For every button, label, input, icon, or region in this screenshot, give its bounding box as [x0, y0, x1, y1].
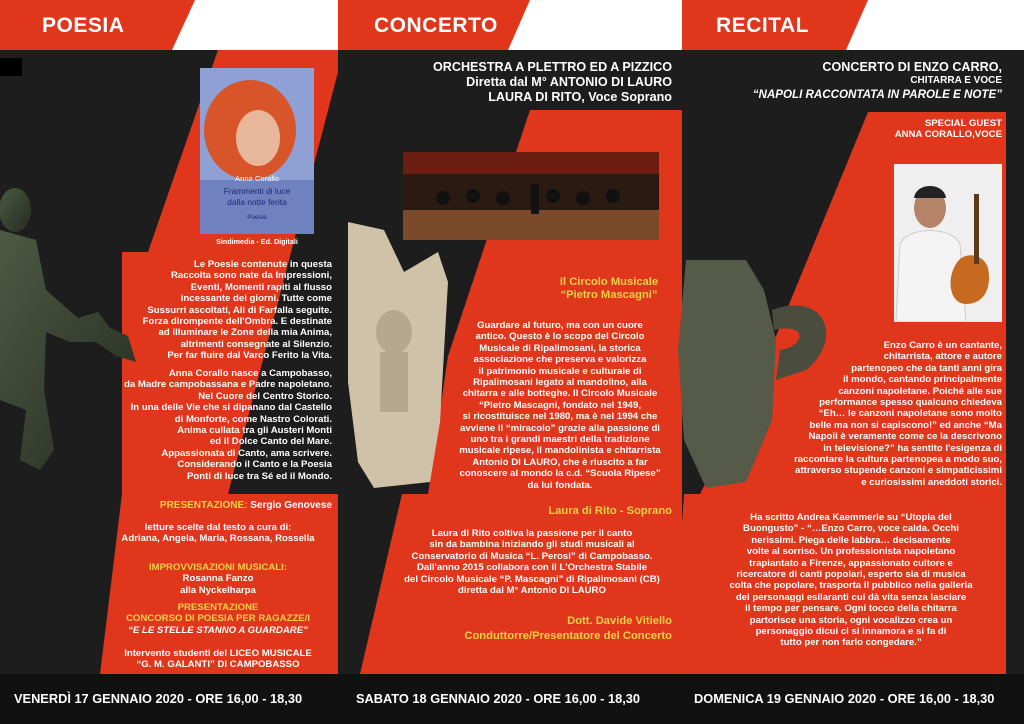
text-line: Ha scritto Andrea Kaemmerle su “Utopia del	[750, 512, 952, 523]
text-line: raccontare la cultura partenopea a modo suo,	[794, 454, 1002, 466]
text-line: Ripalimosani legato al mandolino, alla	[473, 377, 647, 389]
improvvisazioni-block	[100, 562, 336, 596]
text-line: SPECIAL GUEST	[924, 118, 1002, 129]
text-line: LAURA DI RITO, Voce Soprano	[488, 90, 672, 104]
section-title-recital: RECITAL	[716, 14, 809, 37]
intervento-block	[100, 648, 336, 671]
text-line: “Eh… le canzoni napoletane sono molto	[818, 408, 1002, 420]
text-line: Guardare al futuro, ma con un cuore	[477, 320, 643, 331]
text-line: Il Circolo Musicale	[559, 276, 659, 288]
text-line: Considerando il Canto e la Poesia	[177, 459, 332, 471]
text-line: personaggio dicui ci si innamora e si fa di	[755, 626, 947, 638]
text-line: letture scelte dal testo a cura di:	[144, 522, 292, 533]
book-title-line-2: dalla notte ferita	[227, 197, 287, 207]
text-line: PRESENTAZIONE	[177, 602, 259, 613]
text-line: Musicale di Ripalimosani, la storica	[479, 342, 641, 354]
text-line: Rosanna Fanzo	[182, 573, 254, 585]
poesia-paragraph-1	[120, 259, 332, 362]
book-publisher: Sindimedia - Ed. Digitali	[216, 237, 298, 246]
text-line: avviene il “miracolo” grazie alla passione di	[460, 422, 660, 434]
text-line: Conduttorre/Presentatore del Concerto	[464, 630, 672, 642]
text-line: Ponti di luce tra Sé ed il Mondo.	[187, 470, 332, 482]
text-line: conoscere al mondo la c.d. “Scuola Ripese”	[459, 468, 661, 480]
text-line: dei personaggi esilaranti cui dà vita senza lasciare	[735, 591, 967, 603]
concorso-title: “E LE STELLE STANNO A GUARDARE”	[128, 624, 308, 636]
section-title-poesia: POESIA	[42, 14, 125, 37]
text-line: il mondo, cantando principalmente	[843, 374, 1002, 386]
text-line: sin da bambina iniziando gli studi musicali al	[429, 539, 635, 551]
text-line: altrimenti consegnate al Silenzio.	[180, 338, 332, 350]
text-line: diretta dal M° Antonio DI LAURO	[458, 585, 606, 597]
enzo-bio-text	[720, 340, 1002, 488]
text-line: Enzo Carro è un cantante,	[883, 340, 1002, 351]
text-line: Forza dirompente dell'Ombra. E destinate	[142, 316, 332, 328]
improvvisazioni-label: IMPROVVISAZIONI MUSICALI:	[148, 562, 288, 573]
laura-text	[382, 528, 682, 596]
text-line: e curiosissimi aneddoti storici.	[861, 476, 1002, 488]
text-line: Dall'anno 2015 collabora con il L'Orchestra Stabile	[416, 562, 648, 574]
text-line: attraverso stupende canzoni e simpaticissimi	[795, 465, 1002, 477]
text-line: Appassionata di Canto, ama scrivere.	[161, 447, 332, 459]
book-author: Anna Corallo	[235, 174, 279, 183]
text-line: ricercatore di canti popolari, esperto sia di musica	[736, 569, 966, 581]
text-line: nerissimi. Piega delle labbra… decisamente	[751, 534, 951, 546]
enzo-carro-photo	[894, 164, 1002, 322]
text-line: del Circolo Musicale “P. Mascagni” di Ripalimosani (CB)	[404, 573, 660, 585]
presentazione-name: Sergio Genovese	[250, 500, 332, 511]
text-line: “Pietro Mascagni”	[560, 289, 658, 301]
text-line: Dott. Davide Vitiello	[567, 615, 672, 627]
text-line: “Pietro Mascagni, fondato nel 1949,	[478, 399, 642, 411]
text-line: colta che popolare, trasporta il pubblico nella galleria	[729, 580, 973, 592]
text-line: Le Poesie contenute in questa	[193, 259, 332, 270]
text-line: chitarra e alle botteghe. Il Circolo Musicale	[462, 388, 658, 400]
laura-title: Laura di Rito - Soprano	[548, 505, 672, 517]
text-line: ORCHESTRA A PLETTRO ED A PIZZICO	[432, 60, 672, 74]
text-line: Antonio DI LAURO, che è riuscito a far	[472, 456, 648, 468]
text-line: alla Nyckelharpa	[180, 584, 256, 596]
text-line: il patrimonio musicale e culturale di	[478, 365, 642, 377]
date-concerto: SABATO 18 GENNAIO 2020 - ORE 16,00 - 18,30	[356, 691, 641, 706]
text-line: antico. Questo è lo scopo del Circolo	[475, 331, 645, 343]
text-line: volte al sorriso. Un professionista napoletano	[746, 546, 956, 558]
text-line: chitarrista, attore e autore	[883, 351, 1002, 363]
text-line: ad illuminare le Zone della mia Anima,	[158, 327, 332, 339]
text-line: ed il Dolce Canto del Mare.	[209, 436, 332, 448]
text-line: si ricostituisce nel 1980, ma è nel 1994 che	[462, 411, 658, 423]
text-line: da Madre campobassana e Padre napoletano.	[124, 379, 332, 391]
text-line: Laura di Rito coltiva la passione per il canto	[431, 528, 633, 539]
date-poesia: VENERDÌ 17 GENNAIO 2020 - ORE 16,00 - 18,30	[14, 691, 303, 706]
text-line: associazione che preserva e valorizza	[473, 354, 647, 366]
text-line: Adriana, Angela, Maria, Rossana, Rossella	[121, 533, 315, 545]
concerto-heading	[360, 60, 672, 105]
text-line: Anna Corallo nasce a Campobasso,	[168, 368, 332, 379]
circolo-text	[438, 320, 682, 491]
text-line: Eventi, Momenti rapiti al flusso	[190, 281, 332, 293]
kaemmerle-quote	[700, 512, 1002, 649]
text-line: Nel Cuore del Centro Storico.	[198, 390, 332, 402]
poesia-paragraph-2	[100, 368, 332, 482]
text-line: performance spesso qualcuno chiedeva	[819, 397, 1002, 409]
text-line: belle ma non si capiscono!” ed anche “Ma	[809, 419, 1002, 431]
presentazione-label: PRESENTAZIONE:	[159, 500, 248, 511]
text-line: Anima cullata tra gli Austeri Monti	[177, 425, 332, 437]
text-line: Diretta dal M° ANTONIO DI LAURO	[466, 75, 672, 89]
text-line: “G. M. GALANTI” DI CAMPOBASSO	[136, 659, 300, 671]
text-line: tutto per non farlo congedare.”	[780, 637, 922, 649]
circolo-title	[540, 276, 678, 302]
book-title-line-1: Frammenti di luce	[223, 186, 291, 196]
text-line: trapiantato a Firenze, appassionato cultore e	[749, 557, 953, 569]
text-line: CONCERTO DI ENZO CARRO,	[822, 60, 1002, 74]
concorso-block	[100, 602, 336, 636]
special-guest-block	[820, 118, 1002, 141]
text-line: canzoni napoletane. Poiché alle sue	[838, 385, 1002, 397]
text-line: in televisione?” ha sentito l'esigenza di	[823, 442, 1002, 454]
dott-block	[380, 614, 672, 644]
date-recital: DOMENICA 19 GENNAIO 2020 - ORE 16,00 - 18,30	[694, 691, 995, 706]
recital-heading	[690, 60, 1002, 102]
text-line: musicale ripese, il mandolinista e chitarrista	[459, 445, 661, 457]
text-line: incessante dei giorni. Tutte come	[180, 293, 332, 305]
text-line: Raccolta sono nate da Impressioni,	[170, 270, 332, 282]
presentazione-line	[120, 500, 332, 511]
book-genre: Poesie	[247, 214, 267, 221]
text-line: di Monforte, come Nastro Colorati.	[174, 413, 332, 425]
text-line: partorisce una storia, ogni vocalizzo crea un	[749, 614, 953, 626]
text-line: CHITARRA E VOCE	[910, 75, 1002, 86]
text-line: partenopeo che da tanti anni gira	[851, 362, 1002, 374]
text-line: Sussurri ascoltati, Ali di Farfalla seguite.	[147, 304, 332, 316]
text-line: In una delle Vie che si dipanano dal Castello	[130, 402, 332, 414]
text-line: da lui fondata.	[527, 479, 593, 491]
text-line: Intervento studenti del LICEO MUSICALE	[124, 648, 312, 659]
text-line: “NAPOLI RACCONTATA IN PAROLE E NOTE”	[752, 88, 1002, 101]
text-line: Per far fluire dal Varco Ferito la Vita.	[167, 350, 332, 362]
text-line: uno tra i grandi maestri della tradizione	[470, 434, 650, 446]
book-cover-image	[200, 68, 314, 234]
text-line: ANNA CORALLO,VOCE	[894, 129, 1002, 141]
letture-block	[100, 522, 336, 545]
text-line: il tempo per pensare. Ogni tocco della chitarra	[745, 603, 957, 615]
text-line: Buongusto” - “…Enzo Carro, voce calda. Occhi	[743, 523, 959, 535]
section-title-concerto: CONCERTO	[374, 14, 498, 37]
text-line: Conservatorio di Musica “L. Perosi” di Campobasso.	[411, 550, 653, 562]
text-line: Napoli è veramente come ce la descrivono	[808, 431, 1002, 443]
text-line: CONCORSO DI POESIA PER RAGAZZE/I	[125, 613, 311, 625]
